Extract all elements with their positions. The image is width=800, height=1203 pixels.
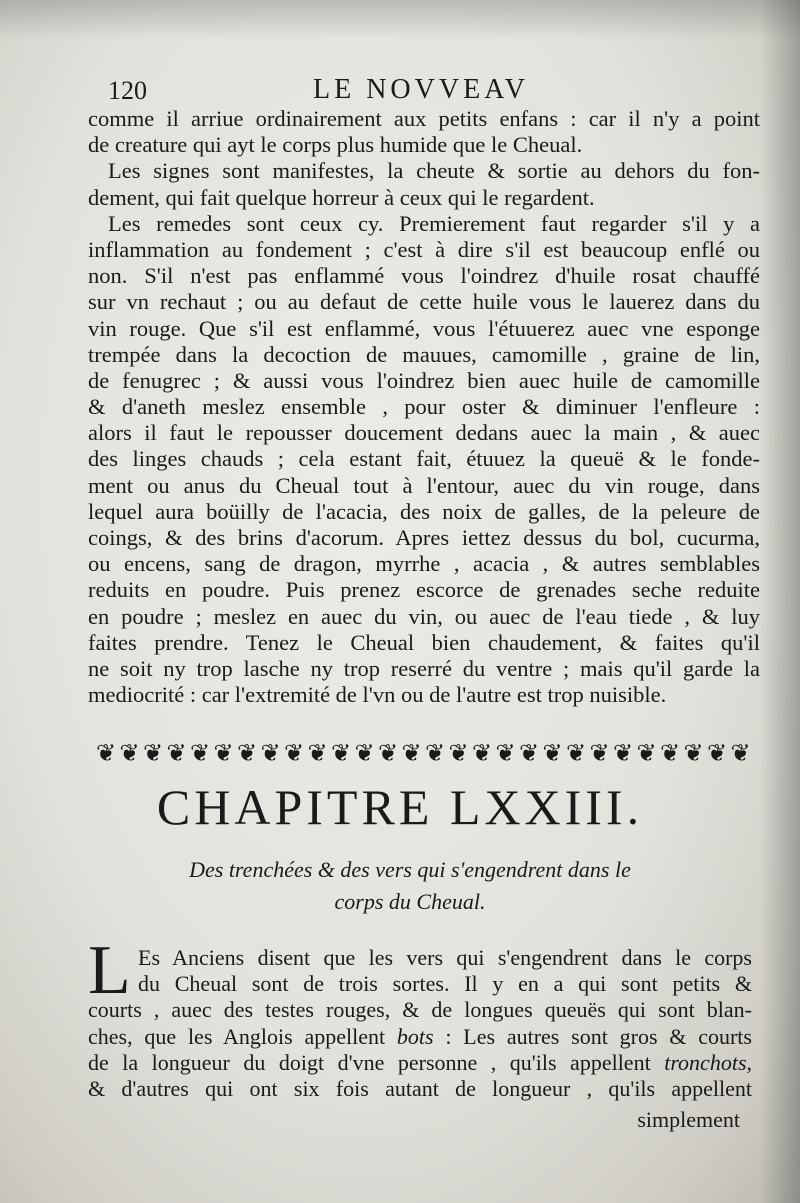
page-number: 120 [108, 76, 147, 105]
text-line: mediocrité : car l'extremité de l'vn ou de l'autre est trop nuisible. [88, 682, 667, 708]
fleuron-ornament: ❦ [143, 739, 164, 767]
fleuron-ornament: ❦ [542, 739, 563, 767]
italic-term: bots [396, 1023, 434, 1049]
text-line: ou encens, sang de dragon, myrrhe , acacia , & autres semblables [88, 551, 760, 577]
fleuron-ornament: ❦ [730, 739, 751, 767]
text-span: ches, que les Anglois appellent [88, 1023, 397, 1049]
fleuron-ornament: ❦ [566, 739, 587, 767]
fleuron-ornament: ❦ [331, 739, 352, 767]
page-header [108, 74, 748, 108]
chapter-subtitle-line: corps du Cheual. [334, 889, 486, 914]
fleuron-ornament: ❦ [448, 739, 469, 767]
fleuron-ornament: ❦ [378, 739, 399, 767]
text-line: Es Anciens disent que les vers qui s'engendrent dans le corps [138, 945, 752, 970]
text-line: trempée dans la decoction de mauues, camomille , graine de lin, [88, 341, 760, 367]
text-line: comme il arriue ordinairement aux petits enfans : car il n'y a point [88, 106, 760, 131]
running-title: LE NOVVEAV [313, 74, 530, 105]
fleuron-ornament: ❦ [96, 739, 117, 767]
fleuron-ornament: ❦ [636, 739, 657, 767]
text-line: vin rouge. Que s'il est enflammé, vous l'étuuerez auec vne esponge [88, 315, 760, 341]
text-line: dement, qui fait quelque horreur à ceux qui le regardent. [88, 184, 595, 210]
fleuron-ornament: ❦ [683, 739, 704, 767]
fleuron-ornament: ❦ [307, 739, 328, 767]
text-line: du Cheual sont de trois sortes. Il y en a qui sont petits & [138, 971, 752, 997]
text-line: de creature qui ayt le corps plus humide que le Cheual. [88, 132, 583, 158]
drop-cap: L [88, 932, 131, 1009]
fleuron-ornament: ❦ [425, 739, 446, 767]
chapter-title: CHAPITRE LXXIII. [156, 779, 644, 835]
fleuron-ornament: ❦ [284, 739, 305, 767]
text-line: sur vn rechaut ; ou au defaut de cette huile vous le lauerez dans du [88, 289, 760, 315]
body-text [88, 106, 760, 708]
fleuron-ornament: ❦ [119, 739, 140, 767]
text-line: inflammation au fondement ; c'est à dire s'il est beaucoup enflé ou [88, 236, 760, 262]
text-line: Les signes sont manifestes, la cheute & sortie au dehors du fon- [108, 158, 760, 184]
fleuron-ornament: ❦ [495, 739, 516, 767]
fleuron-ornament: ❦ [260, 739, 281, 767]
fleuron-ornament: ❦ [472, 739, 493, 767]
text-line: ment ou anus du Cheual tout à l'entour, auec du vin rouge, dans [88, 472, 760, 498]
fleuron-ornament: ❦ [190, 739, 211, 767]
chapter-opening-paragraph [88, 932, 752, 1101]
page-shadow-top [0, 0, 800, 40]
fleuron-ornament: ❦ [213, 739, 234, 767]
page-shadow-right [760, 0, 800, 1203]
text-line: Les remedes sont ceux cy. Premierement faut regarder s'il y a [108, 210, 760, 236]
text-line: des linges chauds ; cela estant fait, étuuez la queuë & le fonde- [88, 446, 760, 472]
catchword: simplement [637, 1107, 740, 1132]
text-line: lequel aura boüilly de l'acacia, des noix de galles, de la peleure de [88, 498, 760, 524]
fleuron-ornament: ❦ [166, 739, 187, 767]
text-line: reduits en poudre. Puis prenez escorce de grenades seche reduite [88, 577, 760, 603]
text-line: ne soit ny trop lasche ny trop reserré du ventre ; mais qu'il garde la [88, 655, 760, 681]
text-line: coings, & des brins d'acorum. Apres iettez dessus du bol, cucurma, [88, 525, 760, 550]
fleuron-ornament: ❦ [519, 739, 540, 767]
text-line: alors il faut le repousser doucement dedans auec la main , & auec [88, 420, 760, 446]
fleuron-ornament: ❦ [401, 739, 422, 767]
text-line: en poudre ; meslez en auec du vin, ou auec de l'eau tiede , & luy [88, 603, 760, 629]
ornament-band [92, 735, 752, 767]
italic-term: tronchots [664, 1049, 747, 1075]
text-line: & d'aneth meslez ensemble , pour oster & diminuer l'enfleure : [88, 394, 760, 420]
text-line [88, 1023, 752, 1049]
text-line: non. S'il n'est pas enflammé vous l'oindrez d'huile rosat chauffé [88, 263, 760, 289]
fleuron-ornament: ❦ [707, 739, 728, 767]
text-span: , [746, 1049, 752, 1075]
text-line: de fenugrec ; & aussi vous l'oindrez bien auec huile de camomille [88, 367, 760, 393]
text-line: faites prendre. Tenez le Cheual bien chaudement, & faites qu'il [88, 629, 760, 655]
fleuron-ornament: ❦ [237, 739, 258, 767]
fleuron-ornament: ❦ [660, 739, 681, 767]
text-line: & d'autres qui ont six fois autant de longueur , qu'ils appellent [88, 1075, 752, 1101]
chapter-subtitle [100, 854, 720, 918]
text-span: : Les autres sont gros & courts [433, 1023, 752, 1049]
fleuron-ornament: ❦ [613, 739, 634, 767]
chapter-subtitle-line: Des trenchées & des vers qui s'engendrent dans le [189, 857, 631, 882]
text-line [88, 1049, 752, 1075]
fleuron-ornament: ❦ [589, 739, 610, 767]
fleuron-ornament: ❦ [354, 739, 375, 767]
text-line: courts , auec des testes rouges, & de longues queuës qui sont blan- [88, 997, 752, 1023]
text-span: de la longueur du doigt d'vne personne , qu'ils appellent [88, 1049, 665, 1075]
